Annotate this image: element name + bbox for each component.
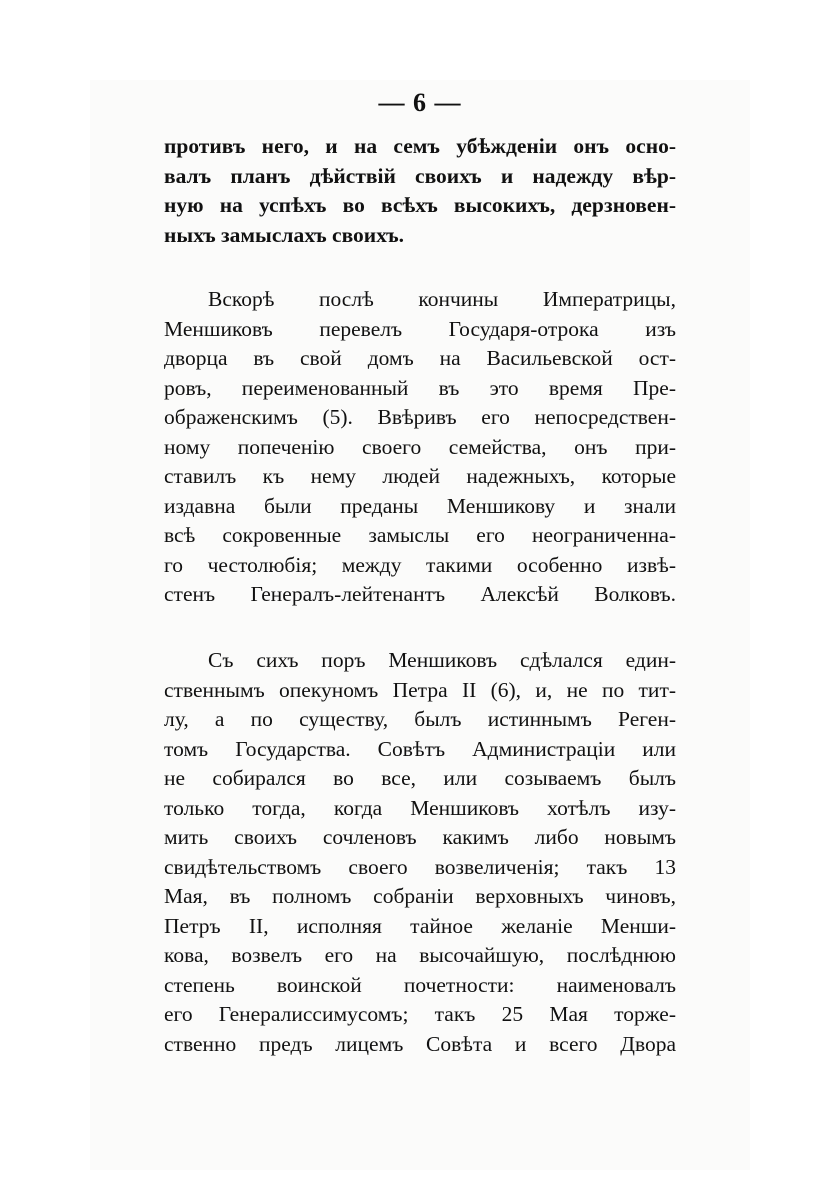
paragraph-3 (164, 646, 676, 1059)
text-line: Съ сихъ поръ Меншиковъ сдѣлался един- (208, 648, 676, 672)
text-line: не собирался во все, или созываемъ былъ (164, 766, 676, 790)
text-line: валъ планъ дѣйствій своихъ и надежду вѣр- (164, 163, 676, 188)
text-line: его Генералиссимусомъ; такъ 25 Мая торже- (164, 1002, 676, 1026)
text-line: степень воинской почетности: наименовалъ (164, 972, 676, 997)
text-line: ную на успѣхъ во всѣхъ высокихъ, дерзновен- (164, 193, 676, 217)
text-line: мить своихъ сочленовъ какимъ либо новымъ (164, 825, 676, 849)
text-line: противъ него, и на семъ убѣжденіи онъ осно- (164, 134, 676, 158)
text-line: Меншиковъ перевелъ Государя-отрока изъ (164, 316, 676, 341)
text-line: ному попеченію своего семейства, онъ при- (164, 434, 676, 459)
text-line: го честолюбія; между такими особенно извѣ- (164, 552, 676, 577)
text-line: Петръ II, исполняя тайное желаніе Менши- (164, 913, 676, 938)
text-line: лу, а по существу, былъ истиннымъ Реген- (164, 707, 676, 731)
paragraph-1 (164, 132, 676, 250)
text-line: кова, возвелъ его на высочайшую, послѣднюю (164, 943, 676, 967)
text-line: ставилъ къ нему людей надежныхъ, которые (164, 464, 676, 488)
text-line: свидѣтельствомъ своего возвеличенія; такъ 13 (164, 854, 676, 879)
text-line: ственнымъ опекуномъ Петра II (6), и, не по тит- (164, 677, 676, 702)
text-line: Вскорѣ послѣ кончины Императрицы, (208, 287, 676, 311)
text-line: Мая, въ полномъ собраніи верховныхъ чиновъ, (164, 884, 676, 908)
text-line: всѣ сокровенные замыслы его неограниченна- (164, 523, 676, 547)
text-line: ственно предъ лицемъ Совѣта и всего Двора (164, 1031, 676, 1056)
text-line: дворца въ свой домъ на Васильевской ост- (164, 346, 676, 370)
text-line: ровъ, переименованный въ это время Пре- (164, 375, 676, 400)
text-line: томъ Государства. Совѣтъ Администраціи или (164, 736, 676, 761)
text-line: ображенскимъ (5). Ввѣривъ его непосредствен- (164, 405, 676, 429)
text-line: только тогда, когда Меншиковъ хотѣлъ изу- (164, 795, 676, 820)
text-line: стенъ Генералъ-лейтенантъ Алексѣй Волковъ. (164, 582, 676, 606)
text-line: издавна были преданы Меншикову и знали (164, 493, 676, 518)
paragraph-2 (164, 285, 676, 610)
text-line: ныхъ замыслахъ своихъ. (164, 222, 405, 247)
page-number: — 6 — (378, 88, 462, 117)
